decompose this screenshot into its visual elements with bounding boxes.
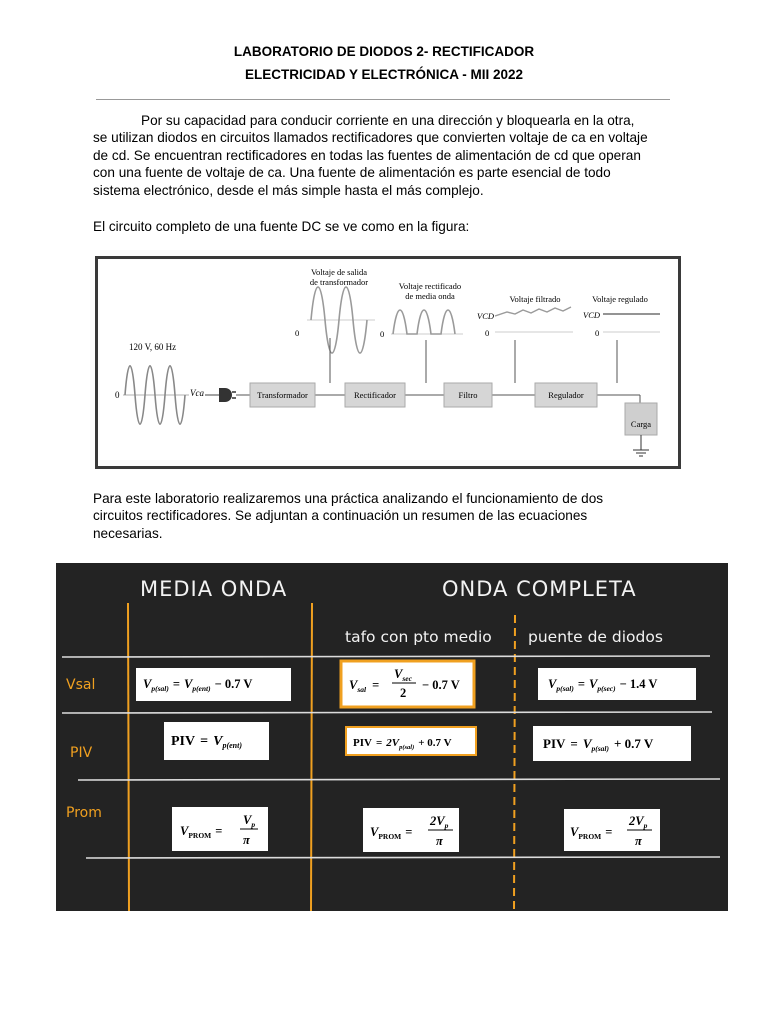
svg-text:Carga: Carga	[630, 419, 652, 429]
subheader-center-tap: tafo con pto medio	[345, 628, 492, 646]
eq-bridge-prom	[564, 809, 660, 851]
svg-text:Vp: $V_p$	[243, 813, 256, 829]
intro-line: sistema electrónico, desde el más simple hasta el más complejo.	[93, 182, 484, 198]
block-filter	[444, 383, 492, 407]
svg-text:PIV=Vp(sal)+ 0.7 V: PIV = $V_{p(sal)} + 0.7$ V	[543, 736, 654, 753]
svg-text:Vp(sal)=Vp(sec)− 1.4 V: $V_{p(sal)} = V_{p(sec)} - 1.4$ V	[548, 677, 658, 693]
svg-text:− 0.7 V: − 0.7 V	[422, 678, 460, 692]
intro-line: se utilizan diodos en circuitos llamados rectificadores que convierten voltaje de ca en voltaje	[93, 130, 648, 146]
row-label-piv: PIV	[70, 745, 93, 761]
document-title: LABORATORIO DE DIODOS 2- RECTIFICADOR	[233, 44, 535, 59]
eq-half-wave-piv	[164, 722, 269, 760]
intro-paragraph	[93, 112, 678, 199]
row-label-vsal: Vsal	[66, 677, 96, 693]
block-regulator	[535, 383, 597, 407]
eq-bridge-vsal	[538, 668, 696, 700]
zero-label: 0	[115, 390, 120, 400]
svg-text:2Vp: $2V_p$	[430, 814, 449, 830]
subheader-bridge: puente de diodos	[528, 628, 663, 646]
eq-half-wave-vsal	[136, 668, 291, 701]
eq-center-tap-piv	[346, 727, 476, 755]
dc-supply-figure	[95, 256, 681, 469]
row-divider	[86, 857, 720, 858]
zero-label: 0	[295, 328, 300, 338]
transformer-output-label-2: de transformador	[309, 277, 369, 287]
equations-board	[56, 563, 728, 911]
svg-text:Rectificador: Rectificador	[353, 390, 397, 400]
svg-text:VPROM=: $V_{PROM}$ =	[570, 825, 613, 841]
transformer-output-label: Voltaje de salida	[310, 267, 368, 277]
eq-center-tap-vsal	[341, 661, 474, 707]
column-divider	[311, 603, 312, 911]
lab-paragraph	[93, 490, 678, 542]
regulated-label: Voltaje regulado	[592, 294, 648, 304]
vca-label: Vca	[190, 388, 204, 398]
svg-text:2: 2	[400, 686, 407, 700]
block-rectifier	[345, 383, 405, 407]
column-divider-dashed	[514, 615, 515, 911]
intro-line: con una fuente de voltaje de ca. Una fuente de alimentación es parte esencial de todo	[93, 165, 611, 181]
lab-line: necesarias.	[93, 525, 163, 541]
filtered-label: Voltaje filtrado	[509, 294, 561, 304]
zero-label: 0	[595, 328, 600, 338]
svg-text:PIV=Vp(ent): PIV = $V_{p(ent)}$	[171, 734, 243, 750]
column-divider	[128, 603, 129, 911]
row-label-prom: Prom	[66, 805, 102, 821]
source-label: 120 V, 60 Hz	[129, 342, 177, 352]
svg-text:Vsal=: $V_{sal}$ =	[349, 678, 380, 694]
eq-center-tap-prom	[363, 808, 459, 852]
vcd-label: VCD	[477, 311, 494, 321]
svg-text:PIV=2Vp(sal)+ 0.7 V: PIV = $2V_{p(sal)} + 0.7$ V	[353, 737, 452, 751]
svg-text:2Vp: $2V_p$	[629, 814, 648, 830]
zero-label: 0	[380, 329, 385, 339]
block-transformer	[250, 383, 315, 407]
title-divider	[96, 99, 670, 100]
figure-frame	[97, 258, 680, 468]
svg-text:π: π	[635, 834, 642, 848]
header-half-wave: MEDIA ONDA	[140, 577, 288, 601]
svg-text:π: π	[243, 833, 250, 847]
vcd-label-2: VCD	[583, 310, 600, 320]
lab-line: circuitos rectificadores. Se adjuntan a continuación un resumen de las ecuaciones	[93, 508, 588, 524]
svg-text:Regulador: Regulador	[548, 390, 584, 400]
svg-text:Filtro: Filtro	[458, 390, 478, 400]
svg-text:Transformador: Transformador	[257, 390, 308, 400]
header-full-wave: ONDA COMPLETA	[442, 577, 637, 601]
rectified-label-2: de media onda	[405, 291, 455, 301]
eq-bridge-piv	[533, 726, 691, 761]
rectified-label: Voltaje rectificado	[398, 281, 462, 291]
row-divider	[62, 712, 712, 713]
row-divider	[62, 656, 710, 657]
row-divider	[78, 779, 720, 780]
svg-text:VPROM=: $V_{PROM}$ =	[370, 825, 413, 841]
intro-line: de cd. Se encuentran rectificadores en todas las fuentes de alimentación de cd que operan	[93, 147, 641, 163]
zero-label: 0	[485, 328, 490, 338]
document-subtitle: ELECTRICIDAD Y ELECTRÓNICA - MII 2022	[244, 67, 524, 82]
load-block	[625, 403, 657, 435]
svg-text:VPROM=: $V_{PROM}$ =	[180, 824, 223, 840]
intro-line: Por su capacidad para conducir corriente en una dirección y bloquearla en la otra,	[141, 113, 635, 128]
svg-text:Vp(sal)=Vp(ent)− 0.7 V: $V_{p(sal)} = V_{p(ent)} - 0.7$ V	[143, 677, 253, 693]
figure-intro: El circuito completo de una fuente DC se ve como en la figura:	[93, 219, 470, 234]
svg-text:π: π	[436, 834, 443, 848]
eq-half-wave-prom	[172, 807, 268, 851]
lab-line: Para este laboratorio realizaremos una práctica analizando el funcionamiento de dos	[93, 491, 604, 506]
svg-text:Vsec: $V_{sec}$	[394, 667, 412, 683]
